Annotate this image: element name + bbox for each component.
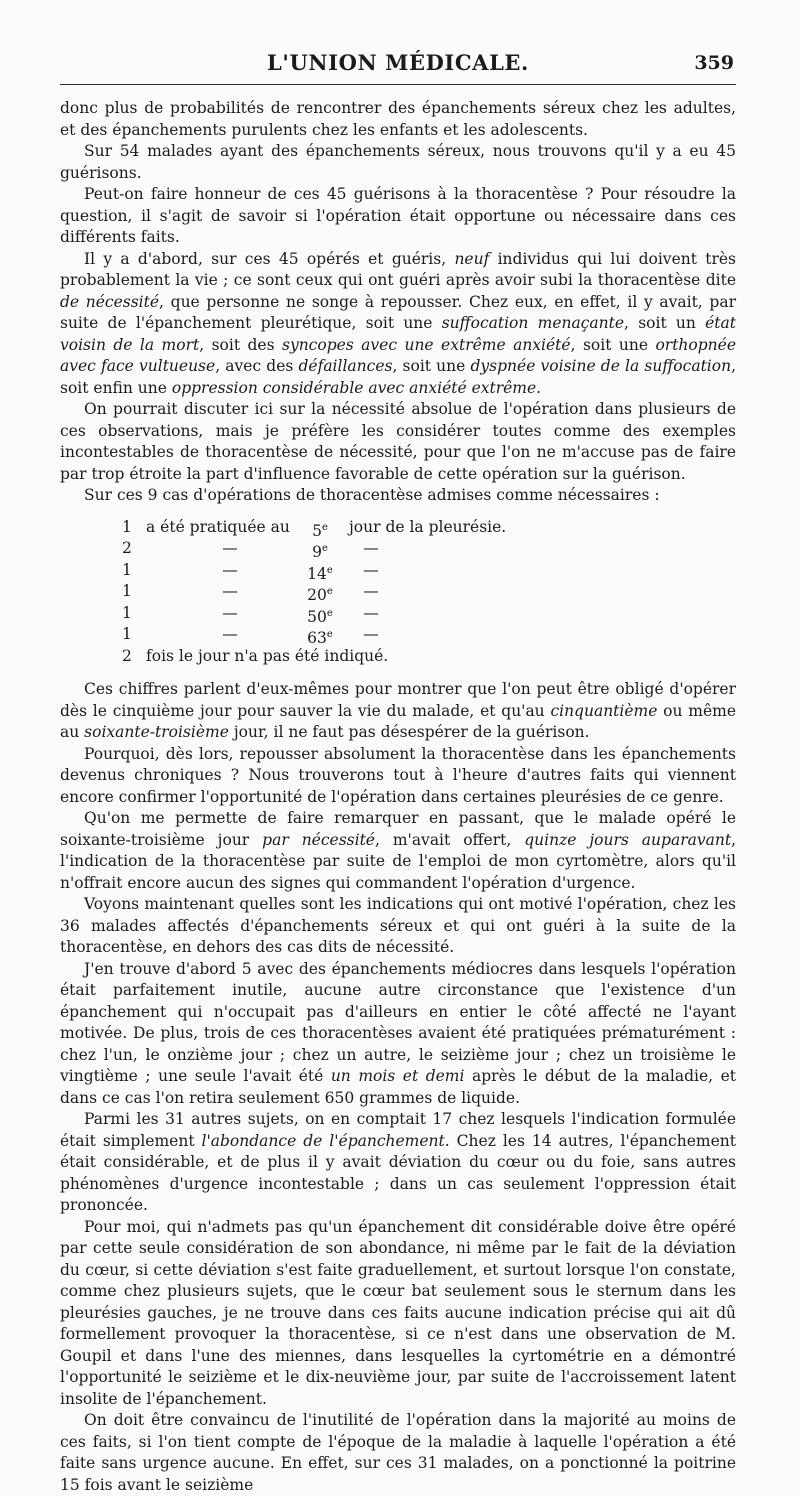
stats-count: 1 [122, 625, 132, 643]
paragraph [60, 485, 736, 507]
text-run: J'en trouve d'abord 5 avec des épanchements médiocres dans lesquels l'opération était parfaitement inutile, aucune autre circonstance que l'existence d'un épanchement qui n'occupait pas d'ailleurs en entier le côté affecté ne l'ayant motivée. De plus, trois de ces thoracentèses avaient été pratiquées prématurément : chez l'un, le onzième jour ; chez un autre, le seizième jour ; chez un troisième le vingtième ; une seule l'avait été [60, 959, 736, 1085]
stats-ditto [146, 538, 291, 560]
stats-ditto [146, 560, 291, 582]
text-run: , l'indication de la thoracentèse par suite de l'emploi de mon cyrtomètre, alors qu'il n'offrait encore aucun des signes qui commandent l'opération d'urgence. [60, 830, 736, 892]
paragraph [60, 894, 736, 959]
text-run: . [536, 378, 542, 397]
italic-text: l'abondance de l'épanchement [201, 1131, 445, 1150]
text-run: , soit une [392, 357, 471, 375]
stats-count: 2 [122, 539, 132, 557]
italic-text: quinze jours auparavant [524, 830, 732, 849]
stats-count: 1 [122, 560, 132, 579]
italic-text: neuf [454, 249, 490, 268]
text-run: Sur 54 malades ayant des épanchements séreux, nous trouvons qu'il y a eu 45 guérisons. [60, 142, 736, 182]
page-number: 359 [694, 52, 734, 74]
text-run: Parmi les 31 autres sujets, on en comptait 17 chez lesquels l'indication formulée était simplement [60, 1110, 736, 1150]
stats-day: 20e [307, 586, 333, 605]
text-run: Pourquoi, dès lors, repousser absolument la thoracentèse dans les épanchements devenus chroniques ? Nous trouverons tout à l'heure d'autres faits qui viennent encore confirmer l'opportunité de l'opération dans certaines pleurésies de ce genre. [60, 744, 736, 806]
italic-text: soixante-troisième [84, 723, 229, 741]
stats-row [122, 624, 736, 646]
ditto-mark: — [222, 603, 238, 622]
paragraph [60, 184, 736, 249]
stats-day: 5e [312, 521, 328, 540]
paragraph [60, 1217, 736, 1411]
text-run: Sur ces 9 cas d'opérations de thoracentèse admises comme nécessaires : [84, 486, 660, 504]
paragraphs-before-table [60, 98, 736, 507]
stats-count: 1 [122, 517, 132, 536]
ditto-mark: — [222, 625, 238, 643]
text-run: Peut-on faire honneur de ces 45 guérisons à la thoracentèse ? Pour résoudre la question, il s'agit de savoir si l'opération était opportune ou nécessaire dans ces différents faits. [60, 185, 736, 246]
text-run: ou même au [60, 701, 736, 741]
ditto-mark: — [363, 539, 379, 557]
italic-text: cinquantième [550, 701, 658, 720]
paragraph [60, 744, 736, 809]
text-run: , que personne ne songe à repousser. Chez eux, en effet, il y avait, par suite de l'épanchement pleurétique, soit une [60, 292, 736, 332]
text-run: Pour moi, qui n'admets pas qu'un épanchement dit considérable doive être opéré par cette seule considération de son abondance, ni même par le fait de la déviation du cœur, si cette déviation s'est faite graduellement, et surtout lorsque l'on constate, comme chez plusieurs sujets, que le cœur bat seulement sous le sternum dans les pleurésies gauches, je ne trouve dans ces faits aucune indication précise qui ait dû formellement provoquer la thoracentèse, si ce n'est dans une observation de M. Goupil et dans l'une des miennes, dans lesquelles la cyrtométrie en a démontré l'opportunité le seizième et le dix-neuvième jour, par suite de l'accroissement latent insolite de l'épanchement. [60, 1217, 736, 1408]
stats-row [122, 581, 736, 603]
paragraphs-after-table [60, 679, 736, 1496]
stats-day: 14e [307, 564, 333, 583]
italic-text: par nécessité [262, 830, 375, 849]
running-header [60, 44, 736, 85]
text-run: après le début de la maladie, et dans ce cas l'on retira seulement 650 grammes de liquide. [60, 1067, 737, 1107]
paragraph [60, 98, 736, 141]
journal-title: L'UNION MÉDICALE. [267, 50, 529, 75]
stats-ditto [146, 624, 291, 646]
stats-note: fois le jour n'a pas été indiqué. [146, 646, 389, 665]
italic-text: orthopnée avec face vultueuse [60, 335, 736, 375]
text-run: On doit être convaincu de l'inutilité de l'opération dans la majorité au moins de ces faits, si l'on tient compte de l'époque de la maladie à laquelle l'opération a été faite sans urgence aucune. En effet, sur ces 31 malades, on a ponctionné la poitrine 15 fois avant le seizième [60, 1411, 736, 1494]
stats-row [122, 517, 736, 539]
stats-row [122, 538, 736, 560]
paragraph [60, 808, 736, 894]
text-run: , soit une [570, 335, 656, 354]
stats-count: 2 [122, 646, 132, 665]
text-run: Il y a d'abord, sur ces 45 opérés et guéris, [84, 249, 455, 268]
text-run: . Chez les 14 autres, l'épanchement était considérable, et de plus il y avait déviation du cœur ou du foie, sans autres phénomènes d'urgence incontestable ; dans un cas seulement l'oppression était prononcée. [60, 1131, 736, 1214]
stats-row [122, 603, 736, 625]
stats-suffix: jour de la pleurésie. [349, 517, 507, 536]
ditto-mark: — [363, 603, 379, 622]
italic-text: défaillances [298, 357, 393, 375]
text-run: Voyons maintenant quelles sont les indications qui ont motivé l'opération, chez les 36 malades affectés d'épanchements séreux et qui ont guéri à la suite de la thoracentèse, en dehors des cas dits de nécessité. [60, 895, 736, 956]
text-run: , avec des [215, 357, 299, 375]
text-run: , m'avait offert, [374, 830, 525, 849]
italic-text: suffocation menaçante [441, 314, 625, 332]
italic-text: de nécessité [60, 292, 160, 311]
body-text [60, 98, 736, 1496]
ditto-mark: — [363, 625, 379, 643]
stats-table [122, 517, 736, 668]
stats-row [122, 646, 736, 668]
italic-text: oppression considérable avec anxiété extrême [171, 378, 537, 397]
ditto-mark: — [222, 539, 238, 557]
stats-ditto [146, 581, 291, 603]
ditto-mark: — [363, 582, 379, 600]
text-run: , soit enfin une [60, 357, 737, 397]
ditto-mark: — [222, 582, 238, 600]
italic-text: dyspnée voisine de la suffocation [470, 357, 732, 375]
italic-text: état voisin de la mort [60, 314, 736, 354]
ditto-mark: — [222, 560, 238, 579]
italic-text: un mois et demi [330, 1067, 465, 1085]
stats-count: 1 [122, 582, 132, 600]
text-run: , soit un [624, 314, 706, 332]
text-run: Ces chiffres parlent d'eux-mêmes pour montrer que l'on peut être obligé d'opérer dès le cinquième jour pour sauver la vie du malade, et qu'au [60, 680, 736, 720]
stats-count: 1 [122, 603, 132, 622]
text-run: , soit des [199, 335, 282, 354]
paragraph [60, 141, 736, 184]
text-run: donc plus de probabilités de rencontrer des épanchements séreux chez les adultes, et des épanchements purulents chez les enfants et les adolescents. [60, 99, 736, 139]
stats-ditto [146, 603, 291, 625]
paragraph [60, 959, 736, 1110]
stats-day: 9e [312, 543, 328, 562]
text-run: individus qui lui doivent très probablement la vie ; ce sont ceux qui ont guéri après avoir subi la thoracentèse dite [60, 249, 737, 289]
stats-row [122, 560, 736, 582]
paragraph [60, 1410, 736, 1496]
stats-prefix: a été pratiquée au [146, 517, 290, 536]
paragraph [60, 679, 736, 744]
text-run: On pourrait discuter ici sur la nécessité absolue de l'opération dans plusieurs de ces observations, mais je préfère les considérer toutes comme des exemples incontestables de thoracentèse de nécessité, pour que l'on ne m'accuse pas de faire par trop étroite la part d'influence favorable de cette opération sur la guérison. [60, 400, 736, 483]
stats-day: 63e [307, 629, 333, 648]
ditto-mark: — [363, 560, 379, 579]
italic-text: syncopes avec une extrême anxiété [281, 335, 571, 354]
paragraph [60, 249, 736, 400]
paragraph [60, 399, 736, 485]
paragraph [60, 1109, 736, 1217]
stats-day: 50e [307, 607, 333, 626]
text-run: jour, il ne faut pas désespérer de la guérison. [228, 723, 590, 741]
text-run: Qu'on me permette de faire remarquer en passant, que le malade opéré le soixante-troisième jour [60, 809, 736, 849]
